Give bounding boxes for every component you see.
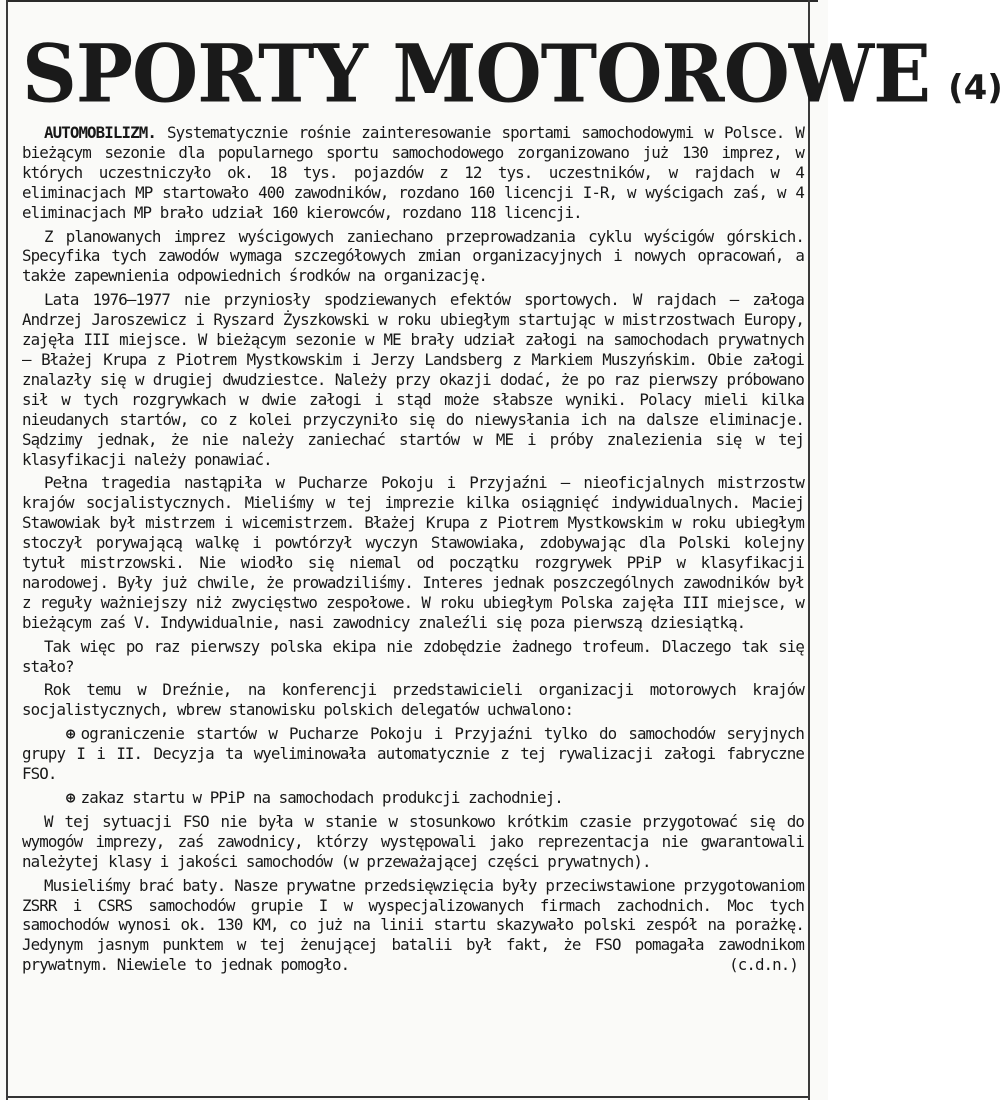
clipping-top-edge — [6, 0, 818, 2]
paragraph-4: Pełna tragedia nastąpiła w Pucharze Pokoju i Przyjaźni — nieoficjalnych mistrzostw krajów socjalistycznych. Mieliśmy w tej imprezie kilka osiągnięć indywidualnych. Maciej Stawowiak był mistrzem i wicemistrzem. Błażej Krupa z Piotrem Mystkowskim w roku ubiegłym stoczył porywającą walkę i powtórzył wyczyn Stawowiaka, zdobywając dla Polski kolejny tytuł mistrzowski. Nie wiodło się niemal od początku rozgrywek PPiP w klasyfikacji narodowej. Były już chwile, że prowadziliśmy. Interes jednak poszczególnych zawodników był z reguły ważniejszy niż zwycięstwo zespołowe. W roku ubiegłym Polska zajęła III miejsce, w bieżącym zaś V. Indywidualnie, nasi zawodnicy znaleźli się poza pierwszą dziesiątką. — [22, 473, 804, 632]
bullet-icon: ⊕ — [66, 724, 75, 744]
clipping-left-edge — [6, 0, 8, 1100]
paragraph-2: Z planowanych imprez wyścigowych zaniechano przeprowadzania cyklu wyścigów górskich. Specyfika tych zawodów wymaga szczegółowych zmian organizacyjnych i nowych opracowań, a także zapewnienia odpowiednich środków na organizację. — [22, 226, 804, 286]
article-body — [22, 123, 804, 979]
clipping-bottom-edge — [8, 1096, 808, 1098]
paragraph-8 — [22, 876, 804, 976]
paragraph-1-text: Systematycznie rośnie zainteresowanie sportami samochodowymi w Polsce. W bieżącym sezonie dla popularnego sportu samochodowego zorganizowano już 130 imprez, w których uczestniczyło ok. 18 tys. pojazdów z 12 tys. uczestników, w rajdach w 4 eliminacjach MP startowało 400 zawodników, rozdano 160 licencji I-R, w wyścigach zaś, w 4 eliminacjach MP brało udział 160 kierowców, rozdano 118 licencji. — [22, 123, 804, 222]
bullet-item-2 — [22, 788, 804, 808]
paragraph-3: Lata 1976—1977 nie przyniosły spodziewanych efektów sportowych. W rajdach — załoga Andrzej Jaroszewicz i Ryszard Żyszkowski w roku ubiegłym startując w mistrzostwach Europy, zajęła III miejsce. W bieżącym sezonie w ME brały udział załogi na samochodach prywatnych — Błażej Krupa z Piotrem Mystkowskim i Jerzy Landsberg z Markiem Muszyńskim. Obie załogi znalazły się w drugiej dwudziestce. Należy przy okazji dodać, że po raz pierwszy próbowano sił w tych rozgrywkach w dwie załogi i stąd może słabsze wyniki. Polacy mieli kilka nieudanych startów, co z kolei przyczyniło się do niewysłania ich na dalsze eliminacje. Sądzimy jednak, że nie należy zaniechać startów w ME i próby znalezienia się w tej klasyfikacji należy ponawiać. — [22, 290, 804, 469]
headline — [22, 14, 1003, 121]
paragraph-7: W tej sytuacji FSO nie była w stanie w stosunkowo krótkim czasie przygotować się do wymogów imprezy, zaś zawodnicy, którzy występowali jako reprezentacja nie gwarantowali należytej klasy i jakości samochodów (w przeważającej części prywatnych). — [22, 811, 804, 871]
bullet-icon: ⊕ — [66, 788, 75, 807]
paragraph-8-text: Musieliśmy brać baty. Nasze prywatne przedsięwzięcia były przeciwstawione przygotowaniom ZSRR i CSRS samochodów grupie I w wyspecjalizowanych firmach zachodnich. Moc tych samochodów wynosi ok. 130 KM, co już na linii startu skazywało polski zespół na porażkę. Jedynym jasnym punktem w tej żenującej batalii był fakt, że FSO pomagała zawodnikom prywatnym. Niewiele to jednak pomogło. — [22, 875, 804, 975]
paragraph-1 — [22, 123, 804, 223]
headline-title: SPORTY MOTOROWE — [22, 26, 931, 121]
bullet-item-1 — [22, 724, 804, 784]
bullet-item-1-text: ograniczenie startów w Pucharze Pokoju i Przyjaźni tylko do samochodów seryjnych grupy I i II. Decyzja ta wyeliminowała automatycznie z tej rywalizacji załogi fabryczne FSO. — [22, 724, 804, 784]
bullet-item-2-text: zakaz startu w PPiP na samochodach produkcji zachodniej. — [80, 788, 563, 807]
clipping-right-edge — [808, 0, 810, 1100]
section-lead: AUTOMOBILIZM. — [44, 123, 156, 142]
series-part-number: (4) — [948, 68, 1003, 108]
paragraph-6: Rok temu w Dreźnie, na konferencji przedstawicieli organizacji motorowych krajów socjalistycznych, wbrew stanowisku polskich delegatów uchwalono: — [22, 680, 804, 720]
paragraph-5: Tak więc po raz pierwszy polska ekipa nie zdobędzie żadnego trofeum. Dlaczego tak się stało? — [22, 636, 804, 676]
to-be-continued: (c.d.n.) — [729, 955, 798, 975]
